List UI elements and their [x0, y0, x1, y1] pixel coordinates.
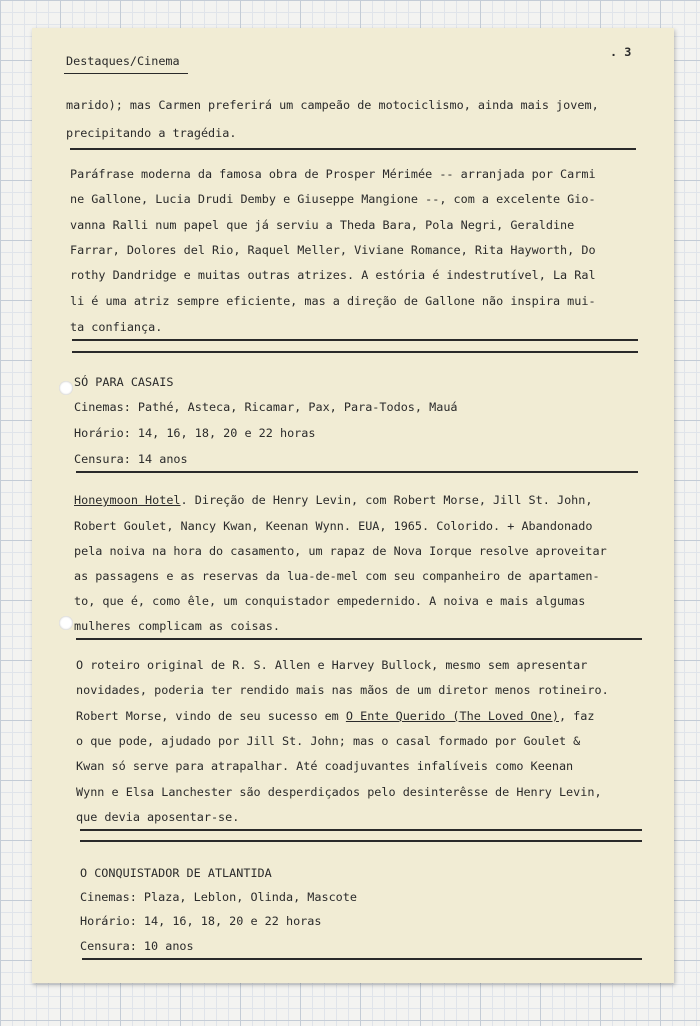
divider: [80, 829, 642, 831]
punch-hole: [59, 616, 73, 630]
text-line: novidades, poderia ter rendido mais nas mãos de um diretor menos rotineiro.: [76, 683, 609, 697]
film-censura: Censura: 14 anos: [74, 452, 188, 466]
film-censura: Censura: 10 anos: [80, 939, 194, 953]
film-title: SÓ PARA CASAIS: [74, 375, 174, 389]
divider: [70, 148, 636, 150]
film-horario: Horário: 14, 16, 18, 20 e 22 horas: [74, 426, 316, 440]
divider: [72, 351, 638, 353]
section-heading: Destaques/Cinema: [66, 54, 180, 68]
divider: [80, 840, 642, 842]
text-line: marido); mas Carmen preferirá um campeão de motociclismo, ainda mais jovem,: [66, 98, 599, 112]
text-line: ne Gallone, Lucia Drudi Demby e Giuseppe Mangione --, com a excelente Gio-: [70, 192, 596, 206]
divider: [72, 339, 638, 341]
text-line: pela noiva na hora do casamento, um rapaz de Nova Iorque resolve aproveitar: [74, 544, 607, 558]
text-line: rothy Dandridge e muitas outras atrizes. A estória é indestrutível, La Ral: [70, 268, 596, 282]
text-line: as passagens e as reservas da lua-de-mel com seu companheiro de apartamen-: [74, 569, 600, 583]
text-line: Kwan só serve para atrapalhar. Até coadjuvantes infalíveis como Keenan: [76, 759, 574, 773]
text-line: que devia aposentar-se.: [76, 810, 240, 824]
divider: [82, 958, 642, 960]
punch-hole: [59, 381, 73, 395]
text-line: Farrar, Dolores del Rio, Raquel Meller, Viviane Romance, Rita Hayworth, Do: [70, 243, 596, 257]
text-line: vanna Ralli num papel que já serviu a Theda Bara, Pola Negri, Geraldine: [70, 218, 575, 232]
text-line: Paráfrase moderna da famosa obra de Prosper Mérimée -- arranjada por Carmi: [70, 167, 596, 181]
typed-page: [32, 28, 674, 983]
film-reference: O Ente Querido (The Loved One): [345, 709, 559, 723]
divider: [76, 638, 642, 640]
text-line: mulheres complicam as coisas.: [74, 619, 280, 633]
text-line: Wynn e Elsa Lanchester são desperdiçados pelo desinterêsse de Henry Levin,: [76, 785, 602, 799]
page-number: . 3: [610, 45, 632, 59]
text-line: to, que é, como êle, um conquistador empedernido. A noiva e mais algumas: [74, 594, 586, 608]
film-cinemas: Cinemas: Plaza, Leblon, Olinda, Mascote: [80, 890, 357, 904]
text-line: O roteiro original de R. S. Allen e Harvey Bullock, mesmo sem apresentar: [76, 658, 588, 672]
text-line: Honeymoon Hotel. Direção de Henry Levin, com Robert Morse, Jill St. John,: [74, 493, 593, 507]
divider: [76, 471, 638, 473]
film-horario: Horário: 14, 16, 18, 20 e 22 horas: [80, 914, 322, 928]
text-line: Robert Morse, vindo de seu sucesso em O Ente Querido (The Loved One), faz: [76, 709, 595, 723]
heading-underline: [64, 73, 188, 74]
original-title: Honeymoon Hotel: [74, 493, 181, 507]
text-line: precipitando a tragédia.: [66, 126, 237, 140]
text-line: li é uma atriz sempre eficiente, mas a direção de Gallone não inspira mui-: [70, 294, 596, 308]
film-cinemas: Cinemas: Pathé, Asteca, Ricamar, Pax, Para-Todos, Mauá: [74, 400, 458, 414]
film-title: O CONQUISTADOR DE ATLANTIDA: [80, 866, 272, 880]
text-line: Robert Goulet, Nancy Kwan, Keenan Wynn. EUA, 1965. Colorido. + Abandonado: [74, 519, 593, 533]
text-line: o que pode, ajudado por Jill St. John; mas o casal formado por Goulet &: [76, 734, 581, 748]
text-line: ta confiança.: [70, 320, 163, 334]
